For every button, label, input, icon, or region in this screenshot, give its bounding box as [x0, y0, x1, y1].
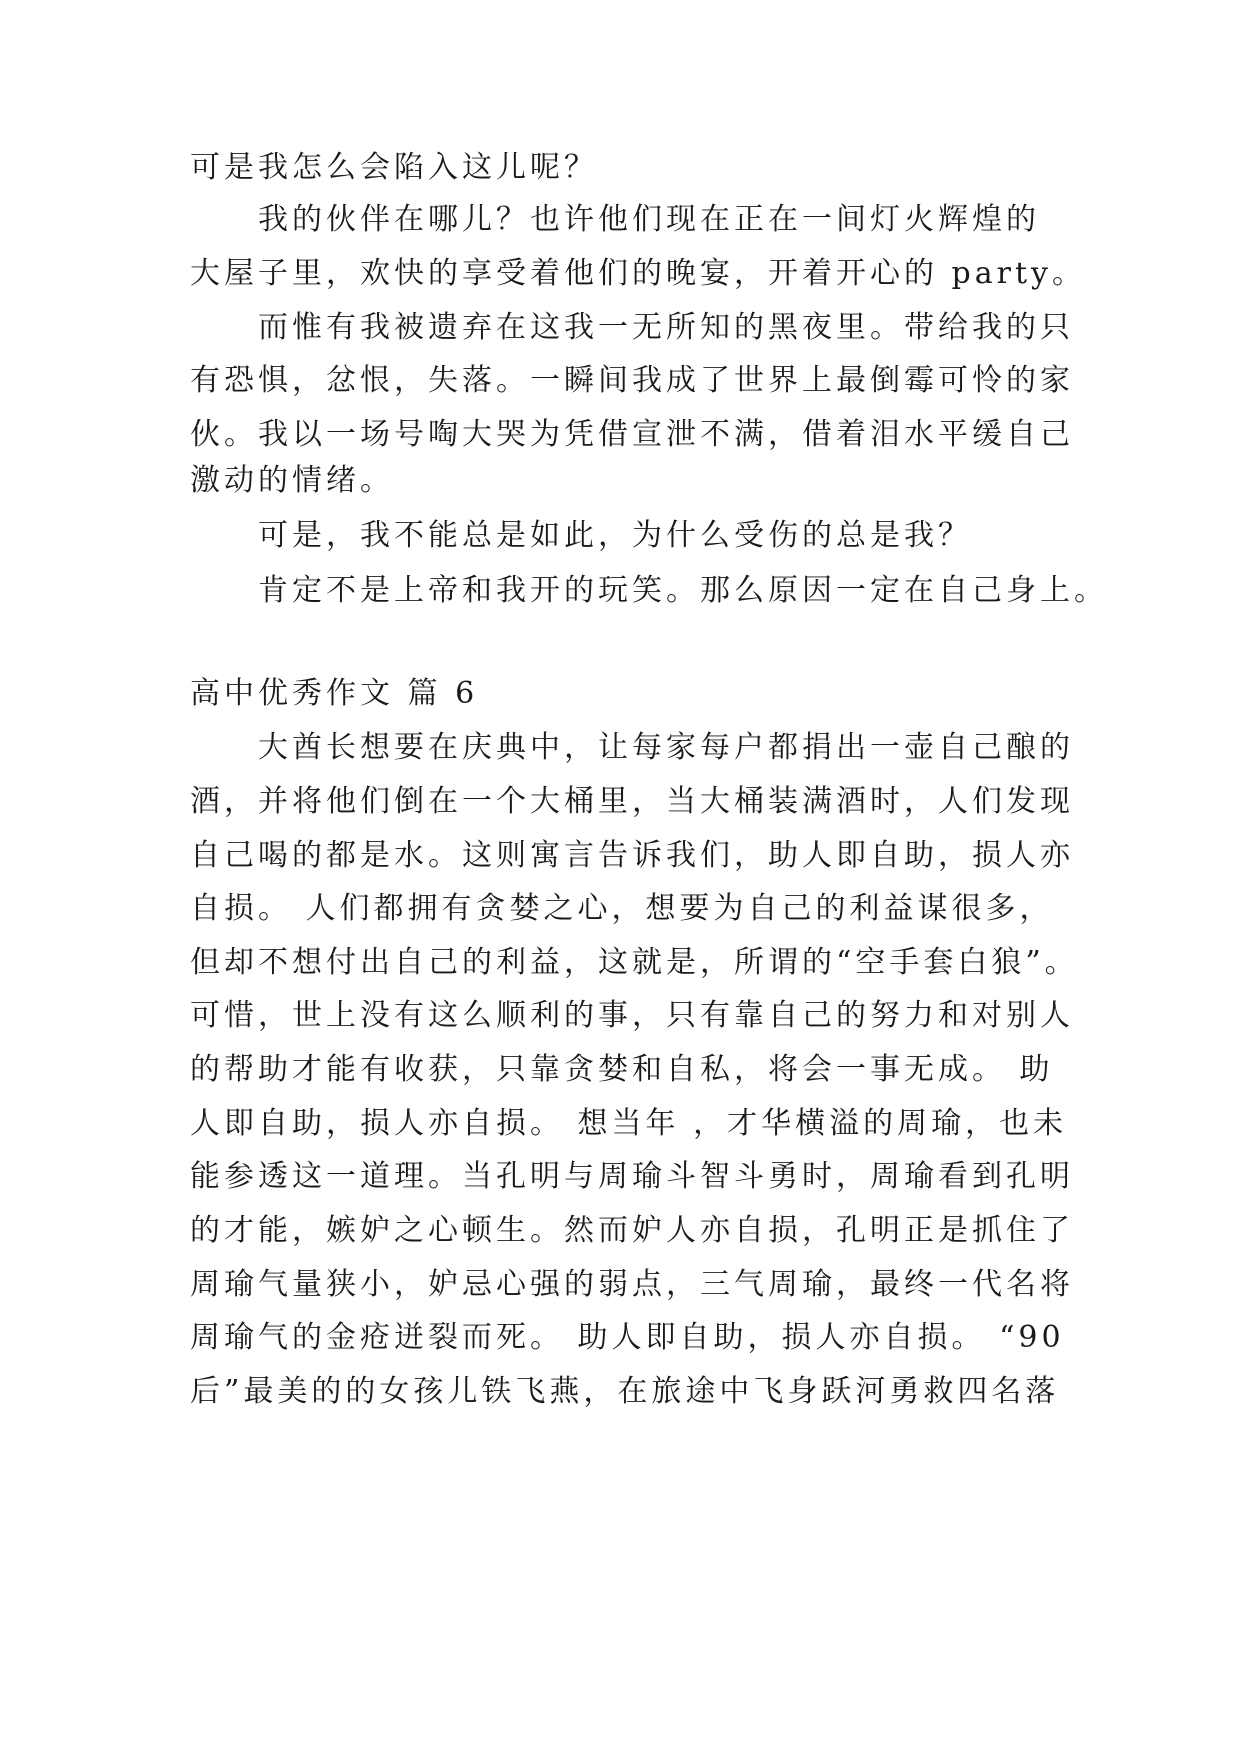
- text-line: 但却不想付出自己的利益，这就是，所谓的“空手套白狼”。: [190, 945, 1079, 980]
- text-line: 的帮助才能有收获，只靠贪婪和自私，将会一事无成。 助: [190, 1052, 1054, 1087]
- text-line: 酒，并将他们倒在一个大桶里，当大桶装满酒时，人们发现: [190, 784, 1074, 819]
- paragraph-start: 大酋长想要在庆典中，让每家每户都捐出一壶自己酿的: [258, 730, 1074, 765]
- text-line: 大屋子里，欢快的享受着他们的晚宴，开着开心的 party。: [190, 256, 1086, 291]
- text-line: 周瑜气量狭小，妒忌心强的弱点，三气周瑜，最终一代名将: [190, 1267, 1074, 1302]
- text-line: 激动的情绪。: [190, 463, 394, 498]
- text-line: 自己喝的都是水。这则寓言告诉我们，助人即自助，损人亦: [190, 838, 1074, 873]
- section-heading: 高中优秀作文 篇 6: [190, 676, 479, 711]
- text-line: 后”最美的的女孩儿铁飞燕，在旅途中飞身跃河勇救四名落: [190, 1374, 1060, 1409]
- paragraph-start: 肯定不是上帝和我开的玩笑。那么原因一定在自己身上。: [258, 573, 1108, 608]
- text-line: 有恐惧，忿恨，失落。一瞬间我成了世界上最倒霉可怜的家: [190, 363, 1074, 398]
- text-line: 能参透这一道理。当孔明与周瑜斗智斗勇时，周瑜看到孔明: [190, 1159, 1074, 1194]
- paragraph-start: 我的伙伴在哪儿？也许他们现在正在一间灯火辉煌的: [258, 202, 1040, 237]
- text-line: 自损。 人们都拥有贪婪之心，想要为自己的利益谋很多，: [190, 891, 1054, 926]
- text-line: 人即自助，损人亦自损。 想当年 ，才华横溢的周瑜，也未: [190, 1106, 1068, 1141]
- text-line: 可惜，世上没有这么顺利的事，只有靠自己的努力和对别人: [190, 998, 1074, 1033]
- text-line: 的才能，嫉妒之心顿生。然而妒人亦自损，孔明正是抓住了: [190, 1213, 1074, 1248]
- text-line: 可是我怎么会陷入这儿呢？: [190, 150, 598, 185]
- paragraph-start: 可是，我不能总是如此，为什么受伤的总是我？: [258, 518, 972, 553]
- paragraph-start: 而惟有我被遗弃在这我一无所知的黑夜里。带给我的只: [258, 310, 1074, 345]
- text-line: 伙。我以一场号啕大哭为凭借宣泄不满，借着泪水平缓自己: [190, 417, 1074, 452]
- text-line: 周瑜气的金疮迸裂而死。 助人即自助，损人亦自损。 “90: [190, 1320, 1065, 1355]
